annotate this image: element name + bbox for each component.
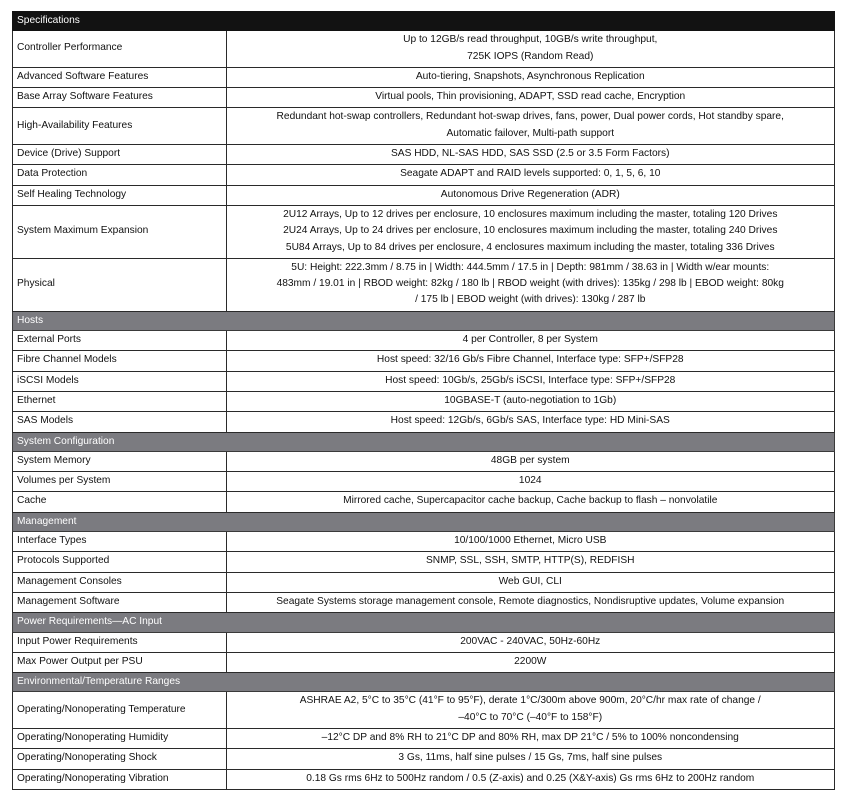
spec-value-line: Host speed: 12Gb/s, 6Gb/s SAS, Interface type: HD Mini-SAS <box>390 415 670 427</box>
spec-value <box>226 145 835 165</box>
spec-value-line: –12°C DP and 8% RH to 21°C DP and 80% RH, max DP 21°C / 5% to 100% noncondensing <box>321 731 739 743</box>
spec-value <box>226 185 835 205</box>
section-header-hosts <box>13 311 835 330</box>
spec-label: Operating/Nonoperating Vibration <box>13 769 227 789</box>
spec-value <box>226 632 835 652</box>
spec-value-line: Seagate Systems storage management console, Remote diagnostics, Nondisruptive updates, Volume expansion <box>276 595 785 607</box>
spec-row-base-array-software-features <box>13 88 835 108</box>
spec-value-line: 10/100/1000 Ethernet, Micro USB <box>454 535 607 547</box>
spec-label: System Memory <box>13 451 227 471</box>
spec-value <box>226 205 835 258</box>
spec-value <box>226 67 835 87</box>
spec-value <box>226 351 835 371</box>
spec-label: Management Software <box>13 592 227 612</box>
spec-row-external-ports <box>13 331 835 351</box>
spec-row-data-protection <box>13 165 835 185</box>
spec-value <box>226 391 835 411</box>
spec-value <box>226 692 835 729</box>
spec-row-device-drive-support <box>13 145 835 165</box>
spec-value <box>226 165 835 185</box>
section-title: Power Requirements—AC Input <box>13 613 227 632</box>
spec-label: Data Protection <box>13 165 227 185</box>
spec-value <box>226 31 835 68</box>
section-title: System Configuration <box>13 432 227 451</box>
spec-value-line: Automatic failover, Multi-path support <box>446 127 615 139</box>
section-header-fill <box>226 432 835 451</box>
spec-row-interface-types <box>13 532 835 552</box>
spec-label: Controller Performance <box>13 31 227 68</box>
spec-label: Device (Drive) Support <box>13 145 227 165</box>
spec-label: Physical <box>13 258 227 311</box>
spec-value <box>226 592 835 612</box>
spec-label: Management Consoles <box>13 572 227 592</box>
spec-label: System Maximum Expansion <box>13 205 227 258</box>
spec-label: Operating/Nonoperating Temperature <box>13 692 227 729</box>
spec-value-line: 10GBASE-T (auto-negotiation to 1Gb) <box>444 394 617 406</box>
spec-label: iSCSI Models <box>13 371 227 391</box>
spec-value-line: Seagate ADAPT and RAID levels supported: 0, 1, 5, 6, 10 <box>400 168 661 180</box>
spec-label: Base Array Software Features <box>13 88 227 108</box>
spec-value-line: Auto-tiering, Snapshots, Asynchronous Replication <box>415 70 645 82</box>
spec-value-line: –40°C to 70°C (–40°F to 158°F) <box>458 711 603 723</box>
spec-row-management-consoles <box>13 572 835 592</box>
spec-row-sas-models <box>13 412 835 432</box>
spec-value-line: 0.18 Gs rms 6Hz to 500Hz random / 0.5 (Z-axis) and 0.25 (X&Y-axis) Gs rms 6Hz to 200Hz random <box>306 772 755 784</box>
spec-value-line: 200VAC - 240VAC, 50Hz-60Hz <box>460 635 601 647</box>
spec-row-input-power-requirements <box>13 632 835 652</box>
spec-value <box>226 728 835 748</box>
spec-row-high-availability-features <box>13 108 835 145</box>
spec-row-max-power-output-per-psu <box>13 652 835 672</box>
spec-row-management-software <box>13 592 835 612</box>
spec-value-line: Virtual pools, Thin provisioning, ADAPT, SSD read cache, Encryption <box>375 91 686 103</box>
spec-row-operating-nonoperating-vibration <box>13 769 835 789</box>
section-header-power-requirements-ac-input <box>13 613 835 632</box>
spec-label: Input Power Requirements <box>13 632 227 652</box>
section-header-fill <box>226 613 835 632</box>
spec-value <box>226 572 835 592</box>
spec-value-line: / 175 lb | EBOD weight (with drives): 130kg / 287 lb <box>415 294 646 306</box>
spec-value-line: Up to 12GB/s read throughput, 10GB/s write throughput, <box>403 34 658 46</box>
spec-label: Operating/Nonoperating Humidity <box>13 728 227 748</box>
spec-label: Fibre Channel Models <box>13 351 227 371</box>
spec-value-line: Mirrored cache, Supercapacitor cache backup, Cache backup to flash – nonvolatile <box>343 495 718 507</box>
spec-value-line: Host speed: 10Gb/s, 25Gb/s iSCSI, Interface type: SFP+/SFP28 <box>385 374 676 386</box>
spec-label: Protocols Supported <box>13 552 227 572</box>
spec-label: Volumes per System <box>13 472 227 492</box>
spec-value-line: Autonomous Drive Regeneration (ADR) <box>440 188 620 200</box>
section-title: Management <box>13 512 227 531</box>
section-header-specifications <box>13 12 835 31</box>
section-header-fill <box>226 311 835 330</box>
spec-value <box>226 749 835 769</box>
section-header-fill <box>226 673 835 692</box>
spec-value-line: SNMP, SSL, SSH, SMTP, HTTP(S), REDFISH <box>425 555 635 567</box>
spec-value-line: 2200W <box>514 655 547 667</box>
spec-value-line: 5U84 Arrays, Up to 84 drives per enclosure, 4 enclosures maximum including the master, totaling 336 Drives <box>285 241 775 253</box>
spec-value <box>226 532 835 552</box>
spec-value-line: SAS HDD, NL-SAS HDD, SAS SSD (2.5 or 3.5 Form Factors) <box>390 148 670 160</box>
spec-table-container <box>12 11 835 790</box>
spec-value <box>226 88 835 108</box>
section-title: Hosts <box>13 311 227 330</box>
section-header-management <box>13 512 835 531</box>
spec-row-ethernet <box>13 391 835 411</box>
spec-row-operating-nonoperating-temperature <box>13 692 835 729</box>
spec-label: Interface Types <box>13 532 227 552</box>
spec-value-line: 1024 <box>518 475 542 487</box>
specifications-table <box>12 11 835 790</box>
spec-value <box>226 492 835 512</box>
spec-value-line: Redundant hot-swap controllers, Redundant hot-swap drives, fans, power, Dual power cords, Hot standby spare, <box>276 111 784 123</box>
spec-value-line: Web GUI, CLI <box>498 575 562 587</box>
spec-row-self-healing-technology <box>13 185 835 205</box>
spec-row-advanced-software-features <box>13 67 835 87</box>
spec-row-protocols-supported <box>13 552 835 572</box>
spec-row-cache <box>13 492 835 512</box>
spec-row-operating-nonoperating-humidity <box>13 728 835 748</box>
spec-value-line: 4 per Controller, 8 per System <box>462 334 598 346</box>
spec-value <box>226 769 835 789</box>
spec-value-line: 48GB per system <box>490 454 570 466</box>
spec-label: Operating/Nonoperating Shock <box>13 749 227 769</box>
spec-value-line: 725K IOPS (Random Read) <box>467 50 594 62</box>
spec-label: High-Availability Features <box>13 108 227 145</box>
spec-value <box>226 258 835 311</box>
spec-label: Self Healing Technology <box>13 185 227 205</box>
spec-label: Cache <box>13 492 227 512</box>
spec-label: Max Power Output per PSU <box>13 652 227 672</box>
spec-row-fibre-channel-models <box>13 351 835 371</box>
spec-value <box>226 451 835 471</box>
spec-value <box>226 412 835 432</box>
section-header-fill <box>226 12 835 31</box>
spec-row-system-memory <box>13 451 835 471</box>
spec-value <box>226 472 835 492</box>
spec-value-line: Host speed: 32/16 Gb/s Fibre Channel, Interface type: SFP+/SFP28 <box>376 354 684 366</box>
section-title: Specifications <box>13 12 227 31</box>
section-header-environmental-temperature-ranges <box>13 673 835 692</box>
spec-value-line: ASHRAE A2, 5°C to 35°C (41°F to 95°F), derate 1°C/300m above 900m, 20°C/hr max rate of change / <box>299 695 761 707</box>
spec-value <box>226 331 835 351</box>
spec-row-system-maximum-expansion <box>13 205 835 258</box>
spec-value-line: 483mm / 19.01 in | RBOD weight: 82kg / 180 lb | RBOD weight (with drives): 135kg / 298 lb | EBOD weight: 80kg <box>276 278 784 290</box>
spec-label: External Ports <box>13 331 227 351</box>
spec-row-operating-nonoperating-shock <box>13 749 835 769</box>
spec-row-controller-performance <box>13 31 835 68</box>
section-title: Environmental/Temperature Ranges <box>13 673 227 692</box>
spec-value-line: 5U: Height: 222.3mm / 8.75 in | Width: 444.5mm / 17.5 in | Depth: 981mm / 38.63 in | Width w/ear mounts: <box>291 261 770 273</box>
spec-value <box>226 652 835 672</box>
spec-value-line: 3 Gs, 11ms, half sine pulses / 15 Gs, 7ms, half sine pulses <box>398 752 663 764</box>
spec-value <box>226 552 835 572</box>
spec-label: Advanced Software Features <box>13 67 227 87</box>
spec-value-line: 2U12 Arrays, Up to 12 drives per enclosure, 10 enclosures maximum including the master, totaling 120 Drives <box>283 208 778 220</box>
spec-row-iscsi-models <box>13 371 835 391</box>
spec-row-volumes-per-system <box>13 472 835 492</box>
section-header-system-configuration <box>13 432 835 451</box>
spec-row-physical <box>13 258 835 311</box>
spec-value <box>226 108 835 145</box>
section-header-fill <box>226 512 835 531</box>
spec-value <box>226 371 835 391</box>
spec-value-line: 2U24 Arrays, Up to 24 drives per enclosure, 10 enclosures maximum including the master, totaling 240 Drives <box>283 225 778 237</box>
spec-label: Ethernet <box>13 391 227 411</box>
spec-label: SAS Models <box>13 412 227 432</box>
